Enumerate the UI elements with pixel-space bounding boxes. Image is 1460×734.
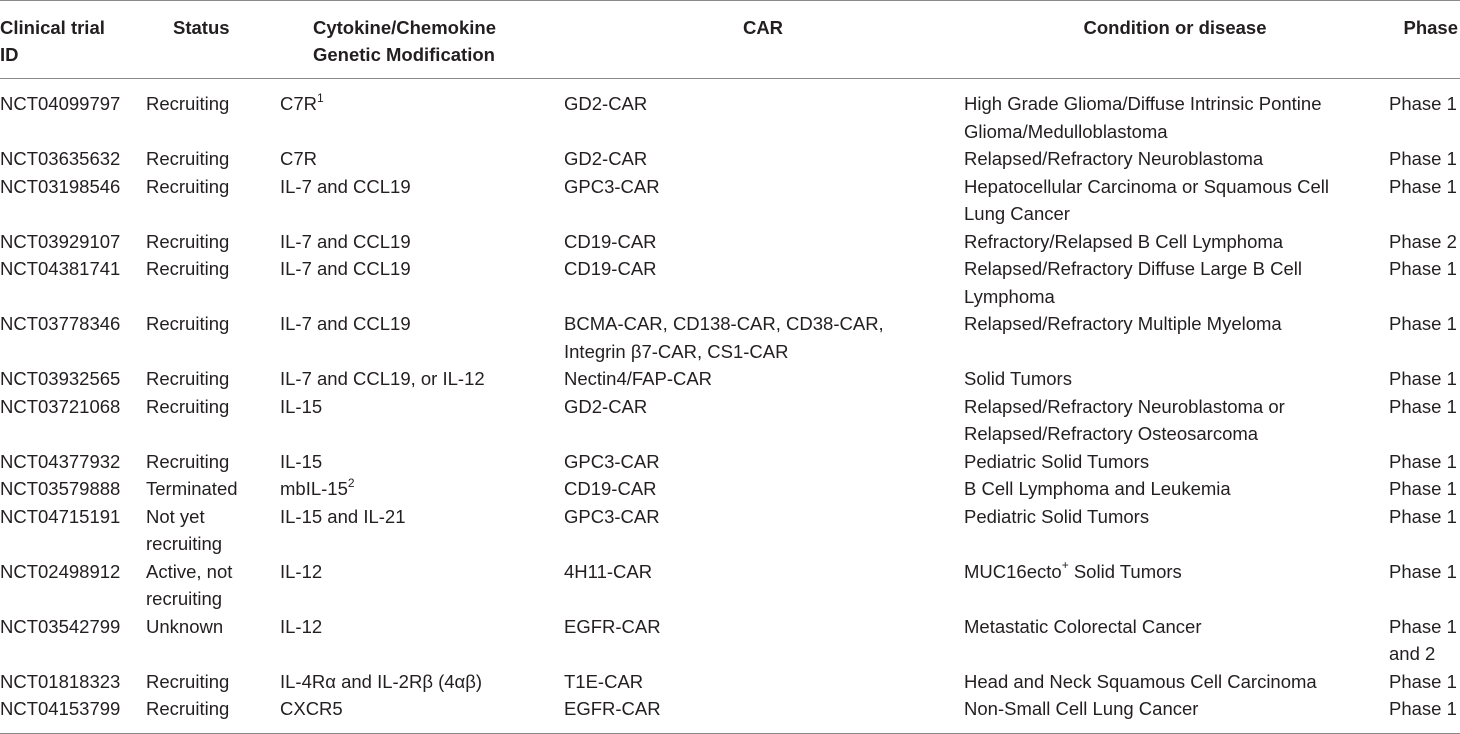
- cell-condition: [963, 173, 1387, 228]
- cell-phase: [1387, 173, 1460, 228]
- cell-genetic-modification: [279, 558, 563, 613]
- cell-genetic-modification: [279, 448, 563, 476]
- cell-condition: [963, 393, 1387, 448]
- cell-text: NCT03721068: [0, 395, 121, 417]
- cell-text: NCT04715191: [0, 505, 121, 527]
- cell-trial-id: [0, 475, 145, 503]
- cell-text: Not yet: [146, 505, 205, 527]
- cell-trial-id: [0, 448, 145, 476]
- cell-car: [563, 173, 963, 228]
- cell-text: Recruiting: [146, 395, 230, 417]
- cell-text: Solid Tumors: [964, 368, 1072, 389]
- cell-text: Refractory/Relapsed B Cell Lymphoma: [964, 230, 1284, 252]
- cell-text: Phase 1: [1389, 395, 1457, 417]
- cell-text: and 2: [1389, 643, 1436, 664]
- cell-phase: [1387, 255, 1460, 310]
- cell-car: [563, 695, 963, 733]
- cell-text: GPC3-CAR: [564, 175, 660, 197]
- table-row: [0, 255, 1460, 310]
- cell-status: [145, 173, 279, 228]
- header-phase: Phase: [1403, 17, 1458, 38]
- cell-genetic-modification: [279, 255, 563, 310]
- cell-text: Head and Neck Squamous Cell Carcinoma: [964, 670, 1317, 692]
- cell-condition: [963, 365, 1387, 393]
- cell-condition: [963, 448, 1387, 476]
- cell-text: Phase 1: [1389, 313, 1457, 334]
- cell-text: Pediatric Solid Tumors: [964, 450, 1150, 472]
- table-row: [0, 668, 1460, 696]
- cell-car: [563, 228, 963, 256]
- cell-text: NCT03635632: [0, 148, 121, 169]
- cell-text: Nectin4/FAP-CAR: [564, 368, 713, 389]
- cell-text: IL-4Rα and IL-2Rβ (4αβ): [280, 670, 483, 692]
- cell-car: [563, 365, 963, 393]
- cell-text: Metastatic Colorectal Cancer: [964, 615, 1202, 637]
- cell-text: Phase 1: [1389, 258, 1457, 279]
- cell-text: IL-15: [280, 395, 323, 417]
- cell-phase: [1387, 393, 1460, 448]
- cell-car: [563, 558, 963, 613]
- cell-phase: [1387, 475, 1460, 503]
- cell-condition: [963, 145, 1387, 173]
- cell-text: C7R: [280, 93, 318, 114]
- cell-condition: [963, 695, 1387, 733]
- cell-condition: [963, 255, 1387, 310]
- cell-text: IL-12: [280, 615, 323, 637]
- cell-status: [145, 365, 279, 393]
- cell-phase: [1387, 613, 1460, 668]
- table-row: [0, 228, 1460, 256]
- cell-text: IL-12: [280, 560, 323, 582]
- cell-text: mbIL-15: [280, 478, 348, 499]
- cell-text: Hepatocellular Carcinoma or Squamous Cell: [964, 175, 1330, 197]
- cell-text: Phase 2: [1389, 230, 1457, 252]
- cell-text: Lymphoma: [964, 285, 1055, 307]
- cell-text: Phase 1: [1389, 175, 1457, 197]
- cell-trial-id: [0, 310, 145, 365]
- cell-text: NCT02498912: [0, 560, 121, 582]
- cell-genetic-modification: [279, 173, 563, 228]
- cell-text: recruiting: [146, 533, 223, 554]
- table-row: [0, 365, 1460, 393]
- cell-status: [145, 475, 279, 503]
- cell-phase: [1387, 695, 1460, 733]
- cell-text: GPC3-CAR: [564, 505, 660, 527]
- cell-status: [145, 695, 279, 733]
- cell-text: Terminated: [146, 478, 238, 499]
- cell-status: [145, 145, 279, 173]
- cell-text: NCT03932565: [0, 368, 121, 389]
- cell-text: recruiting: [146, 588, 223, 609]
- cell-text: Recruiting: [146, 698, 230, 719]
- cell-text: IL-7 and CCL19: [280, 230, 411, 252]
- cell-text: 4H11-CAR: [564, 560, 653, 582]
- cell-text: NCT03778346: [0, 313, 121, 334]
- cell-text: Solid Tumors: [1068, 560, 1182, 582]
- cell-trial-id: [0, 365, 145, 393]
- cell-text: GD2-CAR: [564, 93, 648, 114]
- cell-text: Relapsed/Refractory Neuroblastoma or: [964, 395, 1285, 417]
- cell-trial-id: [0, 255, 145, 310]
- cell-genetic-modification: [279, 613, 563, 668]
- cell-text: Phase 1: [1389, 560, 1457, 582]
- cell-phase: [1387, 558, 1460, 613]
- cell-text: NCT04377932: [0, 450, 121, 472]
- cell-condition: [963, 503, 1387, 558]
- footnote-marker: 1: [317, 90, 324, 105]
- cell-genetic-modification: [279, 695, 563, 733]
- table-body: [0, 79, 1460, 734]
- cell-car: [563, 145, 963, 173]
- cell-genetic-modification: [279, 79, 563, 146]
- cell-text: Phase 1: [1389, 478, 1457, 499]
- cell-text: Phase 1: [1389, 505, 1457, 527]
- cell-status: [145, 558, 279, 613]
- cell-genetic-modification: [279, 668, 563, 696]
- table-row: [0, 393, 1460, 448]
- cell-text: Phase 1: [1389, 670, 1457, 692]
- cell-phase: [1387, 668, 1460, 696]
- footnote-marker: +: [1061, 558, 1069, 573]
- cell-text: IL-7 and CCL19: [280, 258, 411, 279]
- cell-text: High Grade Glioma/Diffuse Intrinsic Pontine: [964, 93, 1322, 114]
- cell-text: Lung Cancer: [964, 203, 1070, 224]
- cell-trial-id: [0, 79, 145, 146]
- cell-text: Phase 1: [1389, 615, 1457, 637]
- cell-text: NCT04381741: [0, 258, 121, 279]
- cell-trial-id: [0, 503, 145, 558]
- cell-text: Recruiting: [146, 450, 230, 472]
- cell-phase: [1387, 310, 1460, 365]
- cell-phase: [1387, 365, 1460, 393]
- cell-text: NCT04153799: [0, 698, 121, 719]
- cell-text: CD19-CAR: [564, 258, 657, 279]
- cell-car: [563, 448, 963, 476]
- cell-car: [563, 310, 963, 365]
- cell-text: Recruiting: [146, 93, 230, 114]
- cell-condition: [963, 475, 1387, 503]
- cell-condition: [963, 79, 1387, 146]
- cell-car: [563, 503, 963, 558]
- cell-text: Integrin β7-CAR, CS1-CAR: [564, 340, 789, 362]
- cell-status: [145, 613, 279, 668]
- cell-text: NCT03579888: [0, 478, 121, 499]
- cell-text: CD19-CAR: [564, 230, 657, 252]
- cell-genetic-modification: [279, 310, 563, 365]
- cell-status: [145, 668, 279, 696]
- cell-status: [145, 503, 279, 558]
- cell-text: IL-7 and CCL19, or IL-12: [280, 368, 485, 389]
- cell-car: [563, 393, 963, 448]
- cell-text: T1E-CAR: [564, 670, 644, 692]
- table-row: [0, 475, 1460, 503]
- cell-text: GD2-CAR: [564, 395, 648, 417]
- cell-car: [563, 79, 963, 146]
- table-header: [0, 1, 1460, 79]
- cell-genetic-modification: [279, 145, 563, 173]
- cell-condition: [963, 668, 1387, 696]
- cell-text: Phase 1: [1389, 93, 1457, 114]
- cell-text: Phase 1: [1389, 698, 1457, 719]
- cell-trial-id: [0, 558, 145, 613]
- cell-text: BCMA-CAR, CD138-CAR, CD38-CAR,: [564, 313, 884, 334]
- cell-trial-id: [0, 228, 145, 256]
- cell-text: Active, not: [146, 560, 233, 582]
- cell-trial-id: [0, 173, 145, 228]
- cell-text: NCT03929107: [0, 230, 121, 252]
- table-row: [0, 558, 1460, 613]
- table-row: [0, 448, 1460, 476]
- cell-phase: [1387, 448, 1460, 476]
- cell-text: Phase 1: [1389, 450, 1457, 472]
- cell-car: [563, 475, 963, 503]
- cell-car: [563, 613, 963, 668]
- cell-text: Unknown: [146, 615, 224, 637]
- cell-text: Pediatric Solid Tumors: [964, 505, 1150, 527]
- cell-condition: [963, 613, 1387, 668]
- cell-status: [145, 255, 279, 310]
- cell-trial-id: [0, 393, 145, 448]
- cell-text: NCT03542799: [0, 615, 121, 637]
- cell-text: Recruiting: [146, 230, 230, 252]
- cell-text: IL-15: [280, 450, 323, 472]
- cell-text: Relapsed/Refractory Osteosarcoma: [964, 423, 1259, 444]
- cell-text: Recruiting: [146, 313, 230, 334]
- header-condition: Condition or disease: [1083, 17, 1267, 38]
- cell-text: CD19-CAR: [564, 478, 657, 499]
- cell-condition: [963, 558, 1387, 613]
- cell-status: [145, 448, 279, 476]
- cell-trial-id: [0, 695, 145, 733]
- cell-genetic-modification: [279, 503, 563, 558]
- cell-condition: [963, 310, 1387, 365]
- cell-phase: [1387, 145, 1460, 173]
- cell-text: GD2-CAR: [564, 148, 648, 169]
- cell-text: B Cell Lymphoma and Leukemia: [964, 478, 1231, 499]
- table-row: [0, 695, 1460, 733]
- cell-genetic-modification: [279, 365, 563, 393]
- cell-text: IL-15 and IL-21: [280, 505, 406, 527]
- header-clinical-trial-id: Clinical trial ID: [0, 17, 105, 65]
- cell-status: [145, 310, 279, 365]
- header-genetic-modification: Cytokine/Chemokine Genetic Modification: [313, 17, 496, 65]
- cell-text: Recruiting: [146, 175, 230, 197]
- cell-text: GPC3-CAR: [564, 450, 660, 472]
- cell-genetic-modification: [279, 475, 563, 503]
- cell-text: Phase 1: [1389, 148, 1457, 169]
- cell-phase: [1387, 79, 1460, 146]
- cell-text: Recruiting: [146, 148, 230, 169]
- table-row: [0, 79, 1460, 146]
- table-row: [0, 173, 1460, 228]
- header-row: [0, 1, 1460, 79]
- cell-phase: [1387, 503, 1460, 558]
- cell-condition: [963, 228, 1387, 256]
- cell-genetic-modification: [279, 228, 563, 256]
- table-row: [0, 145, 1460, 173]
- cell-text: Relapsed/Refractory Multiple Myeloma: [964, 313, 1282, 334]
- cell-text: EGFR-CAR: [564, 615, 661, 637]
- cell-text: Glioma/Medulloblastoma: [964, 120, 1168, 142]
- cell-status: [145, 79, 279, 146]
- cell-text: NCT01818323: [0, 670, 121, 692]
- cell-car: [563, 668, 963, 696]
- cell-text: C7R: [280, 148, 318, 169]
- table-row: [0, 310, 1460, 365]
- cell-text: Relapsed/Refractory Neuroblastoma: [964, 148, 1264, 169]
- cell-status: [145, 228, 279, 256]
- cell-text: Recruiting: [146, 368, 230, 389]
- cell-phase: [1387, 228, 1460, 256]
- header-car: CAR: [742, 17, 784, 38]
- header-status: Status: [173, 17, 230, 38]
- cell-text: Non-Small Cell Lung Cancer: [964, 698, 1199, 719]
- cell-car: [563, 255, 963, 310]
- cell-genetic-modification: [279, 393, 563, 448]
- table-row: [0, 613, 1460, 668]
- cell-text: CXCR5: [280, 698, 343, 719]
- cell-text: EGFR-CAR: [564, 698, 661, 719]
- footnote-marker: 2: [347, 475, 355, 490]
- cell-text: IL-7 and CCL19: [280, 175, 411, 197]
- cell-text: NCT03198546: [0, 175, 121, 197]
- table-row: [0, 503, 1460, 558]
- cell-status: [145, 393, 279, 448]
- cell-text: Recruiting: [146, 258, 230, 279]
- cell-trial-id: [0, 145, 145, 173]
- cell-trial-id: [0, 613, 145, 668]
- cell-trial-id: [0, 668, 145, 696]
- cell-text: NCT04099797: [0, 93, 121, 114]
- cell-text: Phase 1: [1389, 368, 1457, 389]
- cell-text: Recruiting: [146, 670, 230, 692]
- cell-text: IL-7 and CCL19: [280, 313, 411, 334]
- cell-text: Relapsed/Refractory Diffuse Large B Cell: [964, 258, 1302, 279]
- cell-text: MUC16ecto: [964, 560, 1062, 582]
